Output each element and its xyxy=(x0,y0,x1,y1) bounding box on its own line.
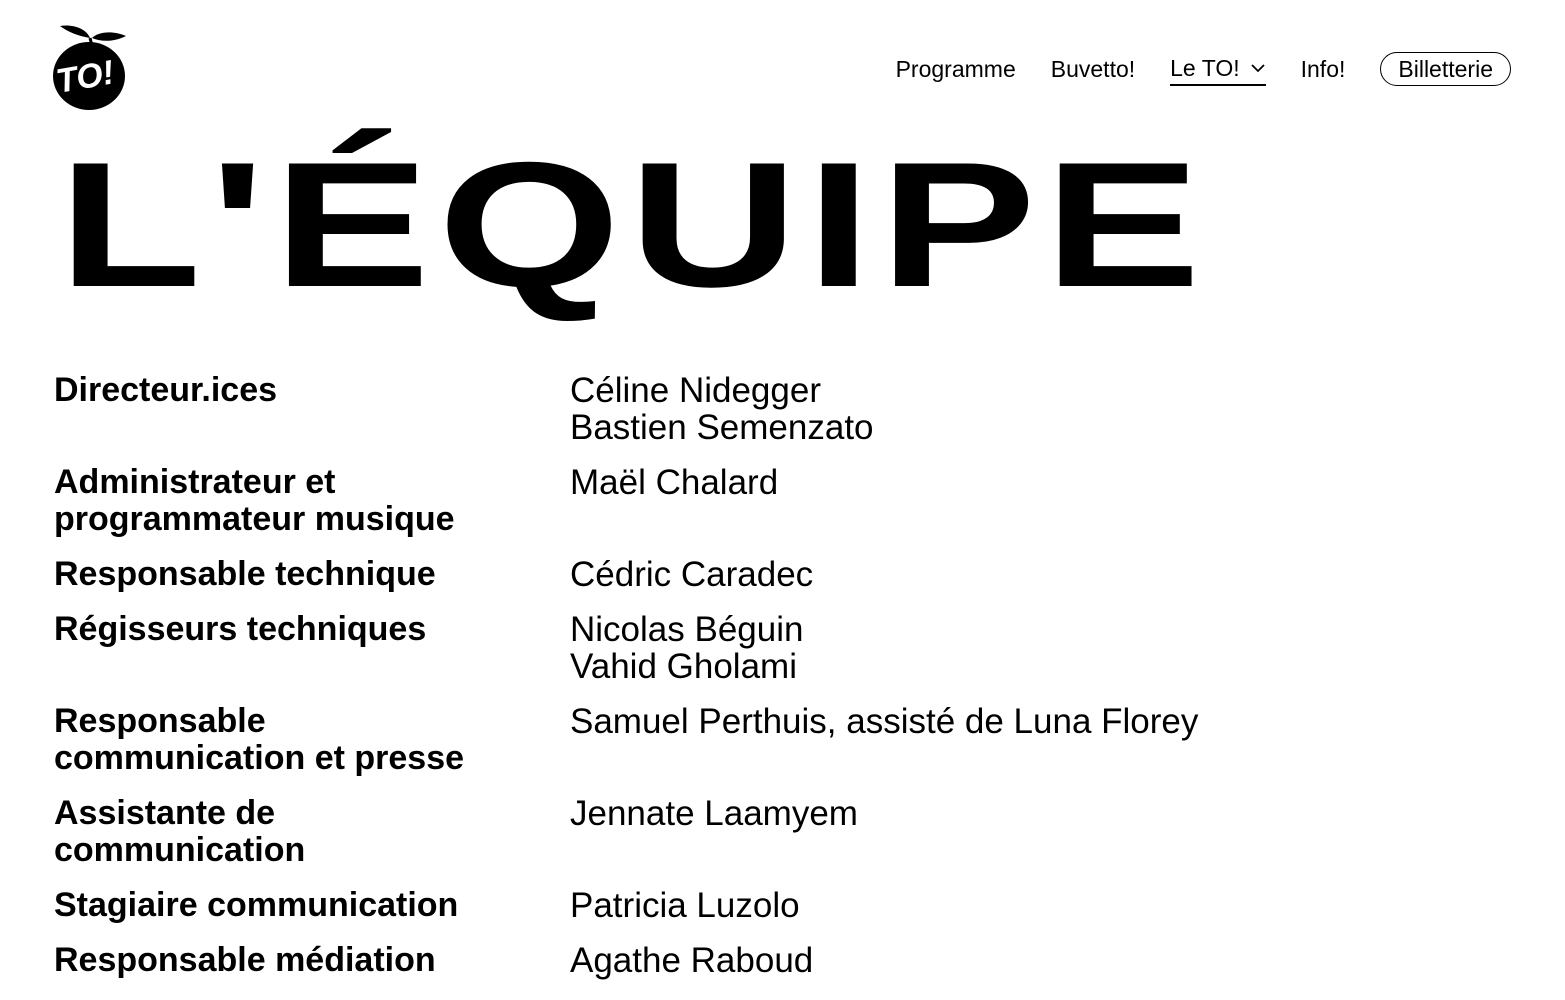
team-member-name: Vahid Gholami xyxy=(570,647,797,686)
main-nav xyxy=(896,52,1511,86)
team-role-line: Directeur.ices xyxy=(54,371,278,409)
team-row xyxy=(54,556,1514,593)
nav-buvetto[interactable]: Buvetto! xyxy=(1050,56,1136,82)
team-row xyxy=(54,795,1514,869)
team-row xyxy=(54,372,1514,446)
team-role xyxy=(54,556,570,593)
team-member-name: Patricia Luzolo xyxy=(570,886,800,925)
team-role xyxy=(54,887,570,924)
team-role-line: programmateur musique xyxy=(54,500,455,538)
team-role-line: Responsable médiation xyxy=(54,941,436,979)
nav-programme[interactable]: Programme xyxy=(895,56,1016,82)
team-row xyxy=(54,942,1514,979)
nav-le-to-dropdown[interactable] xyxy=(1170,52,1265,86)
team-row xyxy=(54,703,1514,777)
team-member-name: Cédric Caradec xyxy=(570,555,814,594)
team-row xyxy=(54,887,1514,924)
nav-le-to-label: Le TO! xyxy=(1170,55,1240,81)
team-names xyxy=(570,464,1514,538)
team-role xyxy=(54,703,570,777)
team-names xyxy=(570,887,1514,924)
team-role-line: communication et presse xyxy=(54,739,465,777)
nav-info[interactable]: Info! xyxy=(1300,56,1346,82)
page-title: L'ÉQUIPE xyxy=(58,125,1209,324)
team-member-name: Nicolas Béguin xyxy=(570,610,804,649)
team-member-name: Jennate Laamyem xyxy=(570,794,858,833)
team-row xyxy=(54,611,1514,685)
team-names xyxy=(570,703,1514,777)
team-member-name: Maël Chalard xyxy=(570,463,779,502)
logo-text: TO! xyxy=(53,53,117,101)
team-role-line: Régisseurs techniques xyxy=(54,610,427,648)
team-role-line: Administrateur et xyxy=(54,463,336,501)
team-names xyxy=(570,942,1514,979)
team-names xyxy=(570,556,1514,593)
team-role-line: communication xyxy=(54,831,306,869)
team-role xyxy=(54,942,570,979)
team-member-name: Agathe Raboud xyxy=(570,941,814,980)
to-logo[interactable] xyxy=(52,22,128,112)
team-role xyxy=(54,372,570,446)
team-role xyxy=(54,464,570,538)
team-names xyxy=(570,795,1514,869)
team-names xyxy=(570,372,1514,446)
team-role-line: Responsable technique xyxy=(54,555,436,593)
team-member-name: Céline Nidegger xyxy=(570,371,821,410)
team-list xyxy=(54,372,1514,997)
team-role-line: Assistante de xyxy=(54,794,276,832)
team-role-line: Stagiaire communication xyxy=(54,886,459,924)
team-role-line: Responsable xyxy=(54,702,266,740)
team-role xyxy=(54,611,570,685)
team-member-name: Samuel Perthuis, assisté de Luna Florey xyxy=(570,702,1199,741)
team-role xyxy=(54,795,570,869)
team-member-name: Bastien Semenzato xyxy=(570,408,874,447)
billetterie-button[interactable]: Billetterie xyxy=(1380,52,1511,86)
team-names xyxy=(570,611,1514,685)
team-row xyxy=(54,464,1514,538)
chevron-down-icon xyxy=(1250,62,1266,74)
